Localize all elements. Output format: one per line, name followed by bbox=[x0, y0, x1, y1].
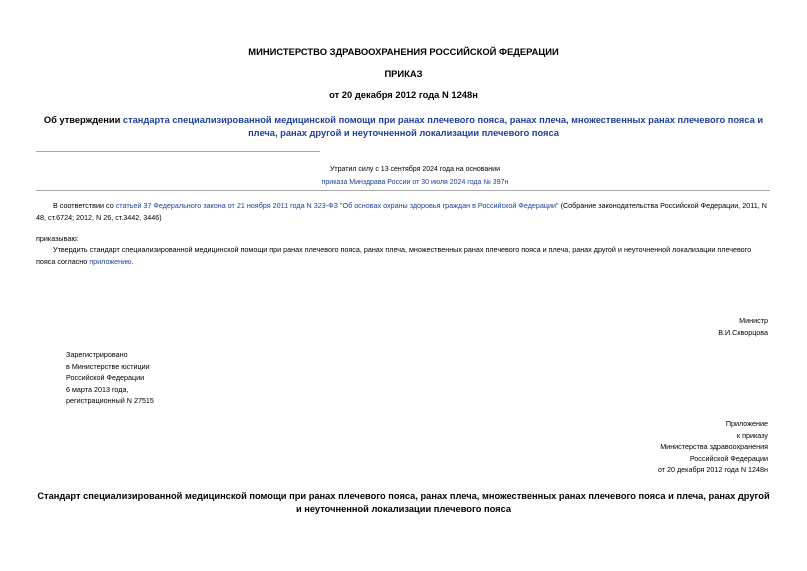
appendix-header-block bbox=[658, 418, 768, 476]
appendix-link[interactable]: приложению bbox=[89, 256, 132, 266]
approve-end: . bbox=[131, 256, 134, 266]
registration-line: Зарегистрировано bbox=[66, 350, 128, 359]
registration-block bbox=[66, 349, 154, 407]
approve-paragraph bbox=[36, 244, 770, 267]
federal-law-link[interactable]: статьей 37 Федерального закона от 21 ноября 2011 года N 323-ФЗ "Об основах охраны здоровья граждан в Российской Федерации" bbox=[115, 201, 559, 210]
signature-position: Министр bbox=[739, 316, 768, 325]
registration-line: регистрационный N 27515 bbox=[66, 396, 154, 405]
order-word: приказываю: bbox=[36, 234, 79, 243]
repeal-note-text: Утратил силу с 13 сентября 2024 года на основании bbox=[329, 166, 500, 173]
appendix-line: Приложение bbox=[725, 419, 768, 428]
standard-link[interactable]: стандарта специализированной медицинской помощи при ранах плечевого пояса, ранах плеча, множественных ранах плечевого пояса и плеча, ранах другой и неуточненной локализации плечевого пояса bbox=[122, 115, 764, 138]
appendix-line: Министерства здравоохранения bbox=[660, 442, 768, 451]
appendix-line: от 20 декабря 2012 года N 1248н bbox=[657, 465, 768, 474]
registration-line: Российской Федерации bbox=[66, 373, 145, 382]
signature-name: В.И.Скворцова bbox=[718, 327, 768, 337]
ministry-heading: МИНИСТЕРСТВО ЗДРАВООХРАНЕНИЯ РОССИЙСКОЙ ФЕДЕРАЦИИ bbox=[248, 46, 559, 57]
preamble-intro: В соответствии со bbox=[53, 201, 116, 210]
separator-long bbox=[36, 190, 770, 191]
registration-line: 6 марта 2013 года, bbox=[66, 384, 129, 394]
appendix-line: Российской Федерации bbox=[689, 453, 768, 463]
standard-title: Стандарт специализированной медицинской помощи при ранах плечевого пояса, ранах плеча, множественных ранах плечевого пояса и плеча, ранах другой и неуточненной локализации плечевого пояса bbox=[37, 491, 770, 514]
registration-line: в Министерстве юстиции bbox=[66, 361, 150, 371]
preamble-paragraph bbox=[36, 200, 770, 223]
separator-short bbox=[36, 151, 320, 152]
repeal-note bbox=[300, 163, 530, 189]
signature-block bbox=[718, 315, 768, 338]
approve-text: Утвердить стандарт специализированной медицинской помощи при ранах плечевого пояса, ранах плеча, множественных ранах плечевого пояса и плеча, ранах другой и неуточненной локализации плечевого пояса согласно bbox=[36, 245, 752, 266]
document-title bbox=[36, 114, 771, 140]
title-prefix: Об утверждении bbox=[43, 115, 123, 125]
repeal-order-link[interactable]: приказа Минздрава России от 30 июля 2024 года № 397н bbox=[321, 179, 509, 186]
doc-type-heading: ПРИКАЗ bbox=[384, 68, 423, 79]
preamble-citation: (Собрание законодательства Российской Федерации, 2011, N 48, ст.6724; 2012, N 26, ст.3442, 3446) bbox=[36, 201, 767, 222]
order-date-number: от 20 декабря 2012 года N 1248н bbox=[329, 89, 478, 100]
appendix-line: к приказу bbox=[736, 430, 768, 440]
